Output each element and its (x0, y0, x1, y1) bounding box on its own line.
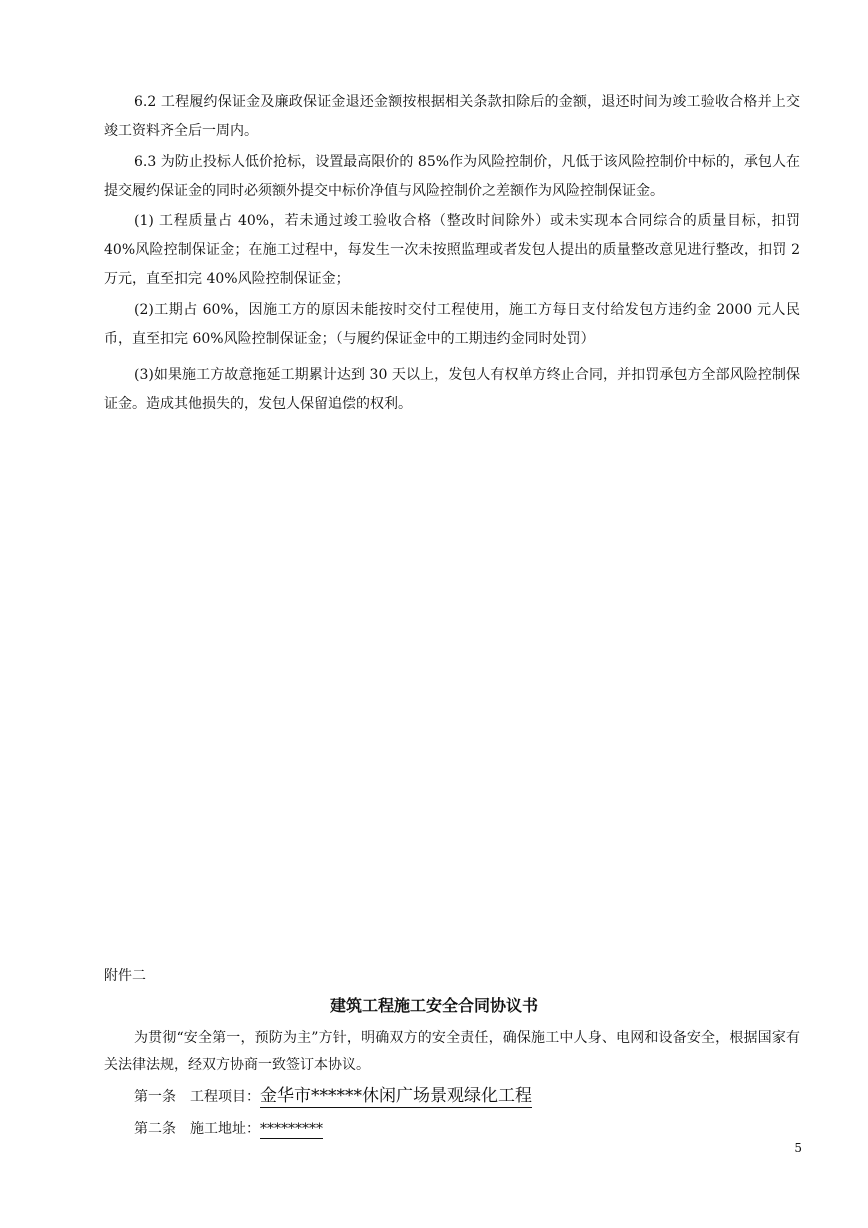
article-1-label: 第一条 (134, 1089, 176, 1105)
clause-6-2: 6.2 工程履约保证金及廉政保证金退还金额按根据相关条款扣除后的金额，退还时间为竣工验收合格并上交竣工资料齐全后一周内。 (104, 94, 800, 139)
article-2 (134, 1115, 323, 1143)
article-1-field: 工程项目： (190, 1089, 260, 1105)
project-name-value: 金华市******休闲广场景观绿化工程 (260, 1086, 532, 1106)
attachment-label: 附件二 (104, 968, 146, 984)
clause-item-3: (3)如果施工方故意拖延工期累计达到 30 天以上，发包人有权单方终止合同，并扣罚承包方全部风险控制保证金。造成其他损失的，发包人保留追偿的权利。 (104, 367, 800, 412)
site-address-value: ********* (260, 1121, 323, 1137)
article-2-field: 施工地址： (190, 1121, 260, 1137)
clause-6-3: 6.3 为防止投标人低价抢标，设置最高限价的 85%作为风险控制价，凡低于该风险控制价中标的，承包人在提交履约保证金的同时必须额外提交中标价净值与风险控制价之差额作为风险控制保证金。 (104, 154, 800, 199)
page-number: 5 (794, 1141, 802, 1155)
clause-item-2: (2)工期占 60%，因施工方的原因未能按时交付工程使用，施工方每日支付给发包方违约金 2000 元人民币，直至扣完 60%风险控制保证金；（与履约保证金中的工期违约金同时处罚） (104, 302, 800, 347)
agreement-intro: 为贯彻“安全第一，预防为主”方针，明确双方的安全责任，确保施工中人身、电网和设备安全，根据国家有关法律法规，经双方协商一致签订本协议。 (104, 1030, 800, 1073)
article-2-label: 第二条 (134, 1121, 176, 1137)
article-1 (134, 1082, 532, 1111)
clause-item-1: (1) 工程质量占 40%，若未通过竣工验收合格（整改时间除外）或未实现本合同综合的质量目标，扣罚 40%风险控制保证金；在施工过程中，每发生一次未按照监理或者发包人提出的质量整改意见进行整改，扣罚 2 万元，直至扣完 40%风险控制保证金； (104, 213, 800, 287)
agreement-title: 建筑工程施工安全合同协议书 (329, 996, 538, 1015)
